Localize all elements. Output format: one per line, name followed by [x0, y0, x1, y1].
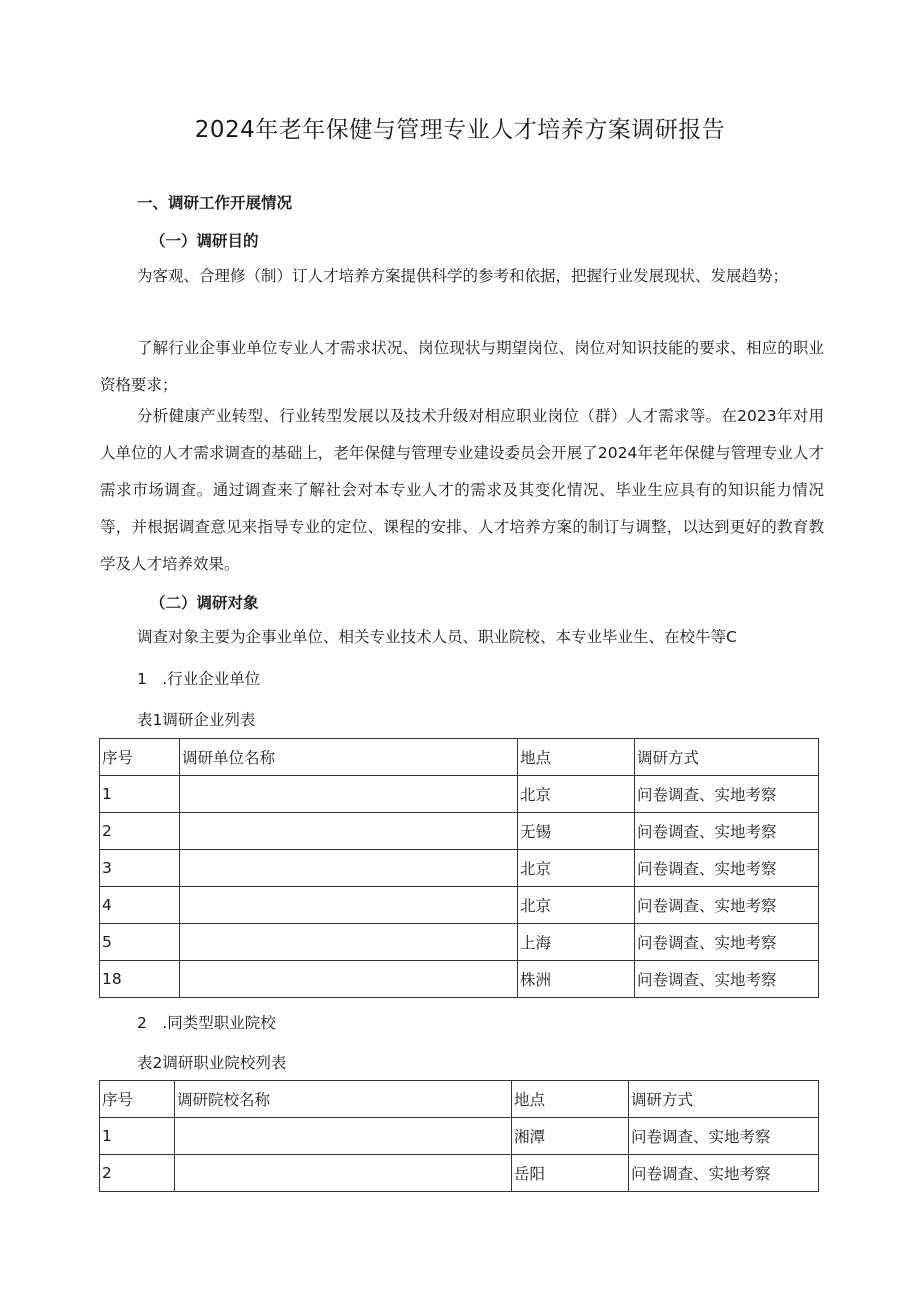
table-cell: 3 — [100, 850, 180, 887]
table-cell: 问卷调查、实地考察 — [635, 776, 819, 813]
table-cell: 湘潭 — [512, 1118, 629, 1155]
table-cell: 岳阳 — [512, 1155, 629, 1192]
table-cell: 北京 — [518, 887, 635, 924]
table-caption: 表1调研企业列表 — [137, 711, 256, 729]
table-cell: 问卷调查、实地考察 — [635, 813, 819, 850]
header-cell: 调研单位名称 — [180, 739, 518, 776]
table-cell — [180, 813, 518, 850]
header-cell: 调研院校名称 — [175, 1081, 512, 1118]
header-cell: 序号 — [100, 739, 180, 776]
college-table — [99, 1080, 819, 1192]
table-row — [100, 813, 819, 850]
table-cell: 1 — [100, 1118, 175, 1155]
table-row — [100, 961, 819, 998]
table-cell: 问卷调查、实地考察 — [635, 850, 819, 887]
table-header-row — [100, 1081, 819, 1118]
table-cell: 无锡 — [518, 813, 635, 850]
table-row — [100, 887, 819, 924]
list-item-label: 2 .同类型职业院校 — [137, 1014, 276, 1032]
table-cell: 5 — [100, 924, 180, 961]
table-cell: 株洲 — [518, 961, 635, 998]
table-cell — [175, 1118, 512, 1155]
table-cell: 北京 — [518, 776, 635, 813]
subsection-heading-purpose: （一）调研目的 — [150, 232, 259, 250]
table-row — [100, 850, 819, 887]
table-cell: 问卷调查、实地考察 — [635, 887, 819, 924]
table-cell: 1 — [100, 776, 180, 813]
table-cell: 问卷调查、实地考察 — [629, 1155, 819, 1192]
table-cell: 上海 — [518, 924, 635, 961]
table-cell — [180, 887, 518, 924]
table-row — [100, 1155, 819, 1192]
table-row — [100, 924, 819, 961]
paragraph-purpose-2: 了解行业企事业单位专业人才需求状况、岗位现状与期望岗位、岗位对知识技能的要求、相应的职业资格要求； — [100, 339, 824, 394]
header-cell: 序号 — [100, 1081, 175, 1118]
table-cell — [175, 1155, 512, 1192]
subsection-heading-subjects: （二）调研对象 — [150, 594, 259, 612]
table-cell: 问卷调查、实地考察 — [635, 961, 819, 998]
header-cell: 调研方式 — [629, 1081, 819, 1118]
document-title: 2024年老年保健与管理专业人才培养方案调研报告 — [194, 117, 726, 143]
paragraph-purpose-1: 为客观、合理修（制）订人才培养方案提供科学的参考和依据，把握行业发展现状、发展趋势； — [137, 267, 789, 285]
table-cell: 18 — [100, 961, 180, 998]
header-cell: 调研方式 — [635, 739, 819, 776]
table-header-row — [100, 739, 819, 776]
table-cell: 北京 — [518, 850, 635, 887]
paragraph-purpose-3: 分析健康产业转型、行业转型发展以及技术升级对相应职业岗位（群）人才需求等。在2023年对用人单位的人才需求调查的基础上，老年保健与管理专业建设委员会开展了2024年老年保健与管理专业人才需求市场调查。通过调查来了解社会对本专业人才的需求及其变化情况、毕业生应具有的知识能力情况等，并根据调查意见来指导专业的定位、课程的安排、人才培养方案的制订与调整，以达到更好的教育教学及人才培养效果。 — [100, 407, 824, 573]
table-cell — [180, 924, 518, 961]
header-cell: 地点 — [518, 739, 635, 776]
table-cell: 2 — [100, 1155, 175, 1192]
table-row — [100, 776, 819, 813]
table-cell — [180, 850, 518, 887]
table-cell: 问卷调查、实地考察 — [629, 1118, 819, 1155]
list-item-label: 1 .行业企业单位 — [137, 670, 261, 688]
table-cell: 4 — [100, 887, 180, 924]
table-cell — [180, 776, 518, 813]
table-cell: 2 — [100, 813, 180, 850]
table-cell: 问卷调查、实地考察 — [635, 924, 819, 961]
table-cell — [180, 961, 518, 998]
table-row — [100, 1118, 819, 1155]
table-caption: 表2调研职业院校列表 — [137, 1054, 287, 1072]
header-cell: 地点 — [512, 1081, 629, 1118]
enterprise-table — [99, 738, 819, 998]
section-heading: 一、调研工作开展情况 — [137, 194, 293, 212]
subjects-intro: 调查对象主要为企事业单位、相关专业技术人员、职业院校、本专业毕业生、在校牛等C — [137, 628, 737, 646]
